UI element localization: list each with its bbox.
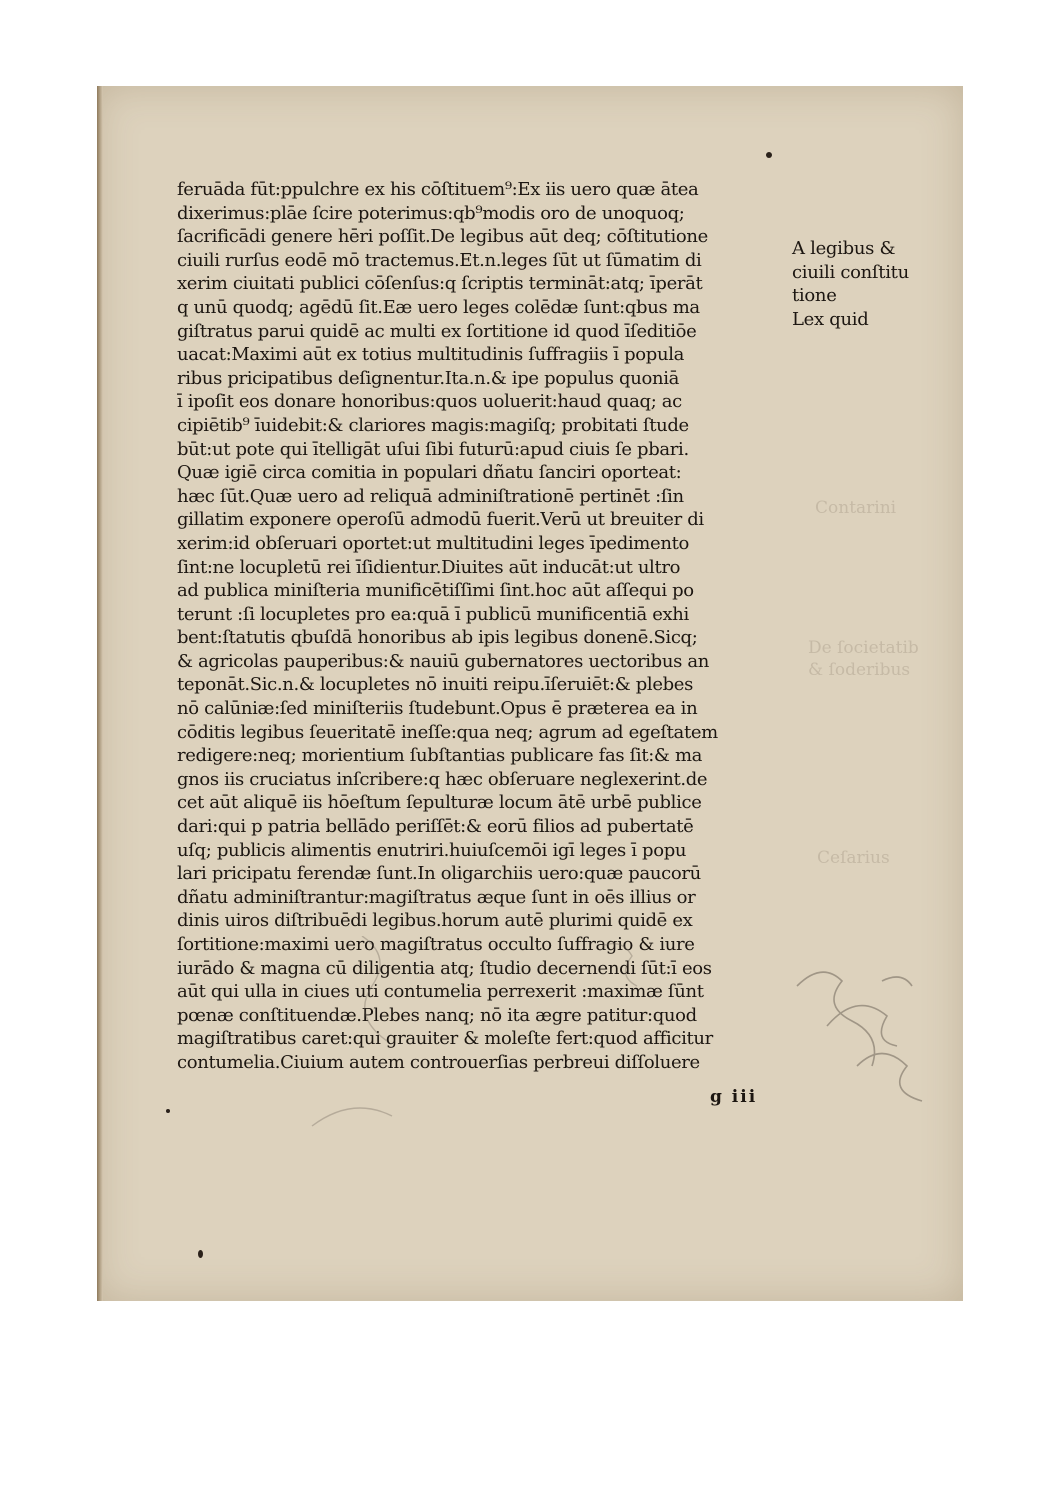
text-line: redigere:neq; morientium ſubſtantias publicare fas ſit:& ma — [177, 745, 703, 767]
text-line: feruāda fūt:ppulchre ex his cōſtituem⁹:Ex iis uero quæ ātea — [177, 179, 699, 200]
text-line: cipiētib⁹ īuidebit:& clariores magis:magiſq; probitati ſtude — [177, 414, 689, 436]
page-binding-edge — [97, 86, 103, 1301]
text-line: dari:qui p patria bellādo periſſēt:& eorū filios ad pubertatē — [177, 816, 694, 838]
text-line: iurādo & magna cū diligentia atq; ſtudio decernendi ſūt:ī eos — [177, 957, 712, 979]
faded-note: & ſoderibus — [808, 660, 911, 680]
ink-dot — [766, 152, 772, 158]
margin-note: ciuili conſtitu — [792, 261, 909, 283]
scanned-page — [97, 86, 963, 1301]
text-line: Quæ igiē circa comitia in populari dñatu ſanciri oporteat: — [177, 462, 682, 484]
text-line: gillatim exponere operoſū admodū fuerit.Verū ut breuiter di — [177, 509, 704, 531]
text-line: ī ipoſit eos donare honoribus:quos uoluerit:haud quaq; ac — [177, 391, 682, 413]
watermark-signature-icon — [787, 946, 947, 1116]
text-line: gnos iis cruciatus inſcribere:q hæc obſeruare neglexerint.de — [177, 768, 708, 790]
text-line: dinis uiros diſtribuēdi legibus.horum autē plurimi quidē ex — [177, 910, 693, 932]
text-line: magiſtratibus caret:qui grauiter & moleſte fert:quod afficitur — [177, 1028, 713, 1050]
text-line: cet aūt aliquē iis hōeſtum ſepulturæ locum ātē urbē publice — [177, 792, 702, 814]
ink-spot — [198, 1250, 203, 1258]
text-line: ſint:ne locupletū rei īſidientur.Diuites aūt inducāt:ut ultro — [177, 556, 681, 578]
text-line: cōditis legibus ſeueritatē ineſſe:qua neq; agrum ad egeſtatem — [177, 721, 718, 743]
text-line: ſortitione:maximi uero magiſtratus occulto ſuffragio & iure — [177, 934, 695, 955]
text-line: xerim:id obſeruari oportet:ut multitudini leges īpedimento — [177, 532, 689, 554]
text-line: ribus pricipatibus deſignentur.Ita.n.& ipe populus quoniā — [177, 367, 679, 389]
text-line: giſtratus parui quidē ac multi ex ſortitione id quod īſeditiōe — [177, 320, 697, 342]
margin-note: Lex quid — [792, 308, 869, 330]
text-line: būt:ut pote qui ītelligāt uſui ſibi futurū:apud ciuis ſe pbari. — [177, 438, 689, 460]
text-line: & agricolas pauperibus:& nauiū gubernatores uectoribus an — [177, 650, 709, 672]
text-line: pœnæ conſtituendæ.Plebes nanq; nō ita ægre patitur:quod — [177, 1004, 697, 1026]
text-line: xerim ciuitati publici cōſenſus:q ſcriptis termināt:atq; īperāt — [177, 273, 703, 295]
margin-notes — [792, 237, 909, 331]
margin-note: tione — [792, 285, 837, 307]
text-line: bent:ſtatutis qbuſdā honoribus ab ipis legibus donenē.Sicq; — [177, 627, 698, 649]
faded-note: Contarini — [815, 498, 897, 518]
text-line: ciuili rurſus eodē mō tractemus.Et.n.leges ſūt ut ſūmatim di — [177, 249, 702, 271]
text-line: ſacrificādi genere hēri poſſit.De legibus aūt deq; cōſtitutione — [177, 226, 708, 248]
text-line: nō calūniæ:ſed miniſteriis ſtudebunt.Opus ē præterea ea in — [177, 698, 698, 720]
text-line: teponāt.Sic.n.& locupletes nō inuiti reipu.īſeruiēt:& plebes — [177, 674, 693, 696]
text-line: ad publica miniſteria munificētiſſimi ſint.hoc aūt aſſequi po — [177, 580, 694, 602]
text-line: hæc ſūt.Quæ uero ad reliquā adminiſtrationē pertinēt :ſin — [177, 485, 684, 507]
faded-note: De ſocietatib — [808, 638, 919, 658]
watermark-scribble — [222, 936, 782, 1146]
margin-note: A legibus & — [792, 238, 896, 259]
text-line: dixerimus:plāe ſcire poterimus:qb⁹modis oro de unoquoq; — [177, 202, 685, 224]
faded-note: Ceſarius — [817, 848, 890, 868]
text-line: contumelia.Ciuium autem controuerſias perbreui diſſoluere — [177, 1051, 700, 1073]
ink-spot — [166, 1109, 170, 1113]
text-line: terunt :ſi locupletes pro ea:quā ī publicū munificentiā exhi — [177, 603, 689, 625]
text-line: lari pricipatu ferendæ ſunt.In oligarchiis uero:quæ paucorū — [177, 863, 701, 885]
text-line: dñatu adminiſtrantur:magiſtratus æque ſunt in oēs illius or — [177, 886, 696, 908]
text-line: aūt qui ulla in ciues uti contumelia perrexerit :maximæ ſūnt — [177, 981, 704, 1003]
text-line: uſq; publicis alimentis enutriri.huiuſcemōi igī leges ī popu — [177, 839, 687, 861]
text-line: q unū quodq; agēdū ſit.Eæ uero leges colēdæ ſunt:qbus ma — [177, 296, 700, 318]
text-line: uacat:Maximi aūt ex totius multitudinis ſuffragiis ī popula — [177, 344, 684, 366]
folio-signature: g iii — [710, 1087, 758, 1107]
